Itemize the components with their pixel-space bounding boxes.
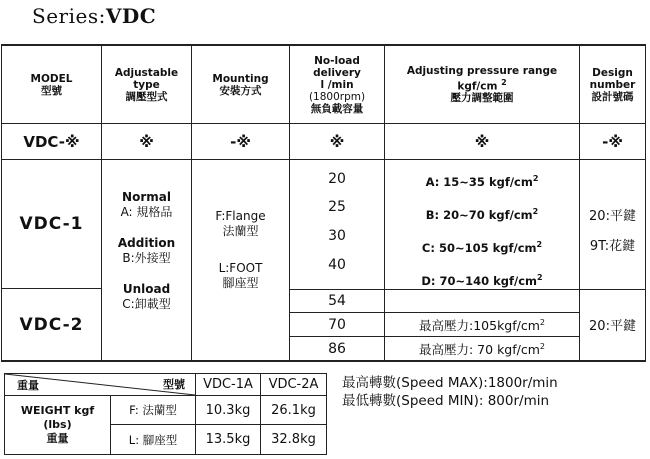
adjustable-types <box>102 160 191 360</box>
delivery-value: 25 <box>328 199 346 215</box>
series-name: VDC <box>105 4 157 28</box>
mounting-types <box>192 160 289 360</box>
code-pressure: ※ <box>474 132 490 151</box>
header-design-number: Design number 設計號碼 <box>589 66 636 103</box>
max-pressure-86: 最高壓力: 70 kgf/$cm^2$ <box>419 341 545 357</box>
series-prefix: Series: <box>32 4 106 28</box>
pressure-range-d: D: 70~140 kgf/$cm^2$ <box>421 272 543 288</box>
code-design: -※ <box>602 132 623 151</box>
speed-max-note: 最高轉數(Speed MAX):1800r/min <box>342 375 558 391</box>
weight-header-label: 重量 <box>17 379 39 392</box>
spec-table <box>1 44 646 362</box>
weight-value: 26.1kg <box>271 402 316 418</box>
weight-type-foot: L: 腳座型 <box>128 432 178 447</box>
design-vdc2-20-flat-key: 20:平鍵 <box>589 319 636 334</box>
delivery-value: 70 <box>328 316 346 333</box>
model-header-label: 型號 <box>163 378 185 391</box>
col-vdc-1a: VDC-1A <box>203 377 253 392</box>
adj-unload-en: Unload <box>122 282 171 296</box>
delivery-value: 54 <box>328 293 346 309</box>
weight-table <box>4 373 327 455</box>
delivery-value: 86 <box>328 340 346 357</box>
header-model: MODEL 型號 <box>30 72 73 97</box>
max-pressure-70: 最高壓力$:105kgf/cm^2$ <box>419 317 545 333</box>
pressure-range-a: A: 15~35 kgf/$cm^2$ <box>425 173 539 189</box>
adj-normal-code: A: 規格品 <box>120 205 173 219</box>
adj-addition-code: B:外接型 <box>122 251 171 265</box>
code-delivery: ※ <box>329 132 345 151</box>
weight-value: 13.5kg <box>205 432 251 447</box>
design-9t-spline: 9T:花鍵 <box>589 238 636 254</box>
design-20-flat-key: 20:平鍵 <box>589 208 636 224</box>
code-adjustable: ※ <box>139 132 154 151</box>
code-mounting: -※ <box>230 132 251 151</box>
series-title <box>32 4 156 28</box>
weight-type-flange: F: 法蘭型 <box>129 403 177 417</box>
model-vdc2: VDC-2 <box>19 314 84 335</box>
delivery-value: 40 <box>328 257 346 273</box>
header-adjustable-type: Adjustable type 調壓型式 <box>114 66 179 103</box>
delivery-value: 30 <box>328 228 346 244</box>
weight-row-label: WEIGHT kgf (lbs) 重量 <box>20 404 95 445</box>
header-mounting: Mounting 安裝方式 <box>212 72 269 97</box>
adj-addition-en: Addition <box>117 236 176 250</box>
speed-notes <box>342 374 558 410</box>
adj-normal-en: Normal <box>122 190 171 204</box>
adj-unload-code: C:卸載型 <box>122 297 171 311</box>
header-delivery: No-load delivery l /min (1800rpm) 無負載容量 <box>308 54 366 115</box>
mount-flange-en: F:Flange <box>215 209 266 223</box>
model-vdc1: VDC-1 <box>19 214 84 234</box>
delivery-value: 20 <box>328 171 346 187</box>
pressure-range-b: B: 20~70 kgf/$cm^2$ <box>425 206 539 222</box>
weight-value: 32.8kg <box>271 432 316 447</box>
mount-flange-zh: 法蘭型 <box>222 224 259 238</box>
code-model: VDC-※ <box>23 132 80 151</box>
mount-foot-en: L:FOOT <box>218 261 263 275</box>
speed-min-note: 最低轉數(Speed MIN): 800r/min <box>342 393 550 409</box>
weight-value: 10.3kg <box>205 402 251 418</box>
col-vdc-2a: VDC-2A <box>268 377 319 392</box>
header-pressure-range: Adjusting pressure range kgf/cm $^2$ 壓力調整範圍 <box>406 64 558 105</box>
pressure-range-c: C: 50~105 kgf/$cm^2$ <box>421 239 543 255</box>
mount-foot-zh: 腳座型 <box>222 276 259 290</box>
